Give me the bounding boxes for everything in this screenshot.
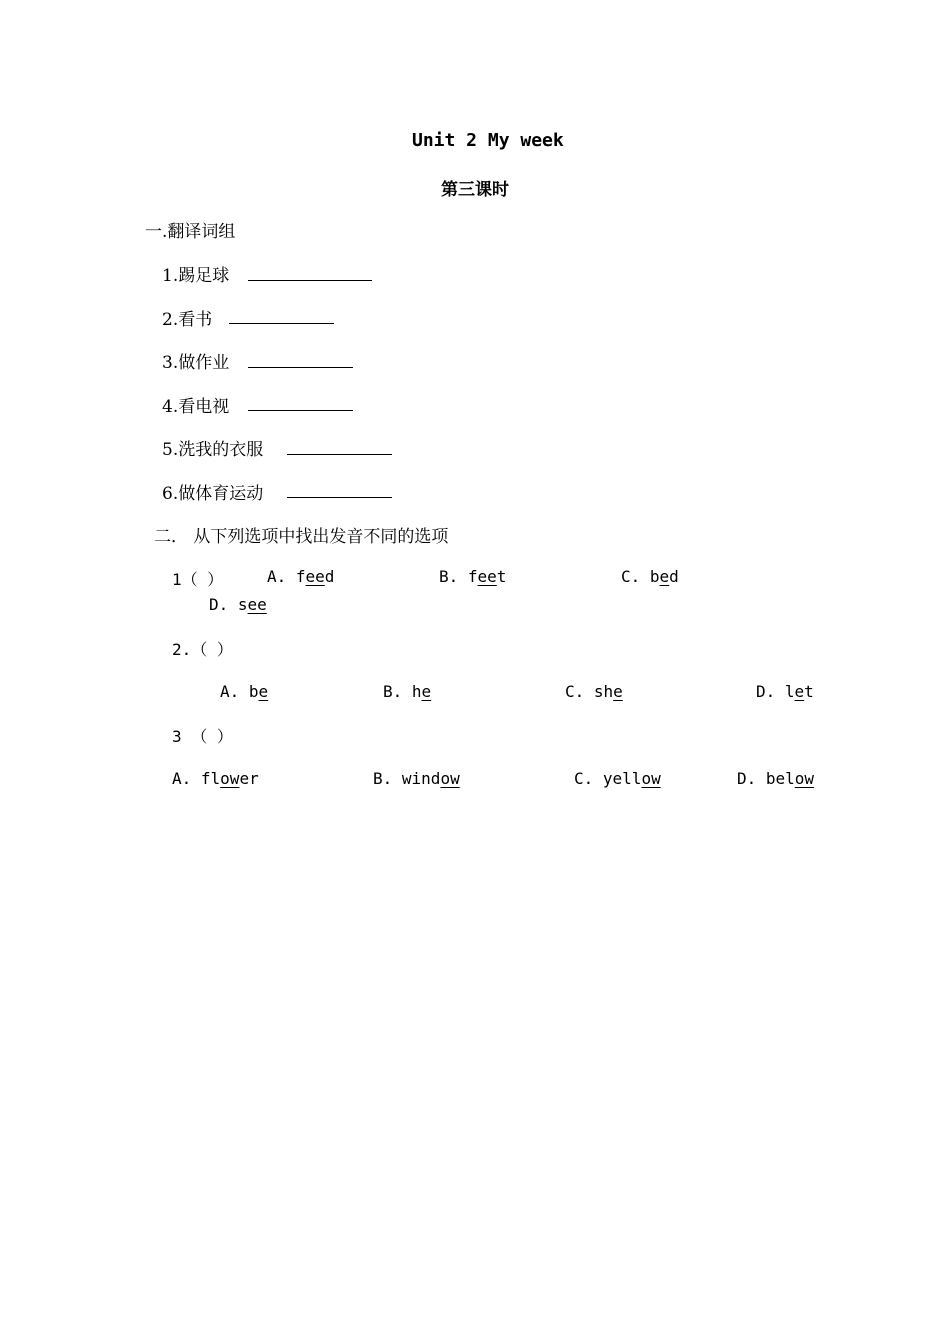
- option-b[interactable]: [439, 567, 506, 586]
- option-text: A. f: [267, 567, 306, 586]
- option-text: D. l: [756, 682, 795, 701]
- option-text: C. yell: [574, 769, 642, 788]
- option-c[interactable]: [621, 567, 679, 586]
- option-text: D. s: [209, 595, 248, 614]
- option-a[interactable]: [220, 682, 268, 701]
- question-number: 2.（ ）: [172, 640, 233, 659]
- underlined-letters: ee: [247, 595, 267, 614]
- section-2-heading: 二． 从下列选项中找出发音不同的选项: [154, 527, 449, 547]
- option-text: B. h: [383, 682, 422, 701]
- option-text: C. b: [621, 567, 660, 586]
- underlined-letters: ow: [440, 769, 460, 788]
- answer-blank[interactable]: [248, 410, 353, 411]
- underlined-letters: ee: [477, 567, 497, 586]
- option-b[interactable]: [383, 682, 431, 701]
- option-d[interactable]: [756, 682, 814, 701]
- option-text: B. f: [439, 567, 478, 586]
- underlined-letters: ow: [220, 769, 240, 788]
- question-label: 4.看电视: [162, 397, 230, 417]
- answer-blank[interactable]: [248, 280, 372, 281]
- answer-blank[interactable]: [229, 323, 334, 324]
- option-b[interactable]: [373, 769, 460, 788]
- option-text: A. fl: [172, 769, 221, 788]
- underlined-letters: e: [613, 682, 623, 701]
- answer-blank[interactable]: [287, 497, 392, 498]
- option-c[interactable]: [565, 682, 623, 701]
- answer-blank[interactable]: [287, 454, 392, 455]
- option-text: A. b: [220, 682, 259, 701]
- question-number: 1（ ）: [172, 570, 224, 589]
- option-d[interactable]: [209, 595, 267, 614]
- answer-blank[interactable]: [248, 367, 353, 368]
- question-label: 6.做体育运动: [162, 484, 264, 504]
- underlined-letters: ow: [641, 769, 661, 788]
- option-text: d: [324, 567, 335, 586]
- underlined-letters: ee: [305, 567, 325, 586]
- question-label: 3.做作业: [162, 353, 230, 373]
- question-label: 1.踢足球: [162, 266, 230, 286]
- option-text: er: [239, 769, 259, 788]
- section-1-heading: 一.翻译词组: [145, 222, 236, 242]
- question-number: 3 （ ）: [172, 727, 233, 746]
- option-d[interactable]: [737, 769, 814, 788]
- option-text: d: [669, 567, 679, 586]
- option-text: C. sh: [565, 682, 614, 701]
- question-label: 5.洗我的衣服: [162, 440, 264, 460]
- underlined-letters: e: [421, 682, 432, 701]
- lesson-subtitle: 第三课时: [441, 180, 509, 200]
- option-text: t: [496, 567, 507, 586]
- underlined-letters: ow: [794, 769, 815, 788]
- underlined-letters: e: [659, 567, 670, 586]
- option-a[interactable]: [267, 567, 334, 586]
- option-a[interactable]: [172, 769, 259, 788]
- underlined-letters: e: [794, 682, 805, 701]
- option-text: D. bel: [737, 769, 795, 788]
- option-text: t: [804, 682, 814, 701]
- question-label: 2.看书: [162, 310, 213, 330]
- option-c[interactable]: [574, 769, 661, 788]
- option-text: B. wind: [373, 769, 441, 788]
- page-title: Unit 2 My week: [412, 130, 564, 151]
- underlined-letters: e: [258, 682, 269, 701]
